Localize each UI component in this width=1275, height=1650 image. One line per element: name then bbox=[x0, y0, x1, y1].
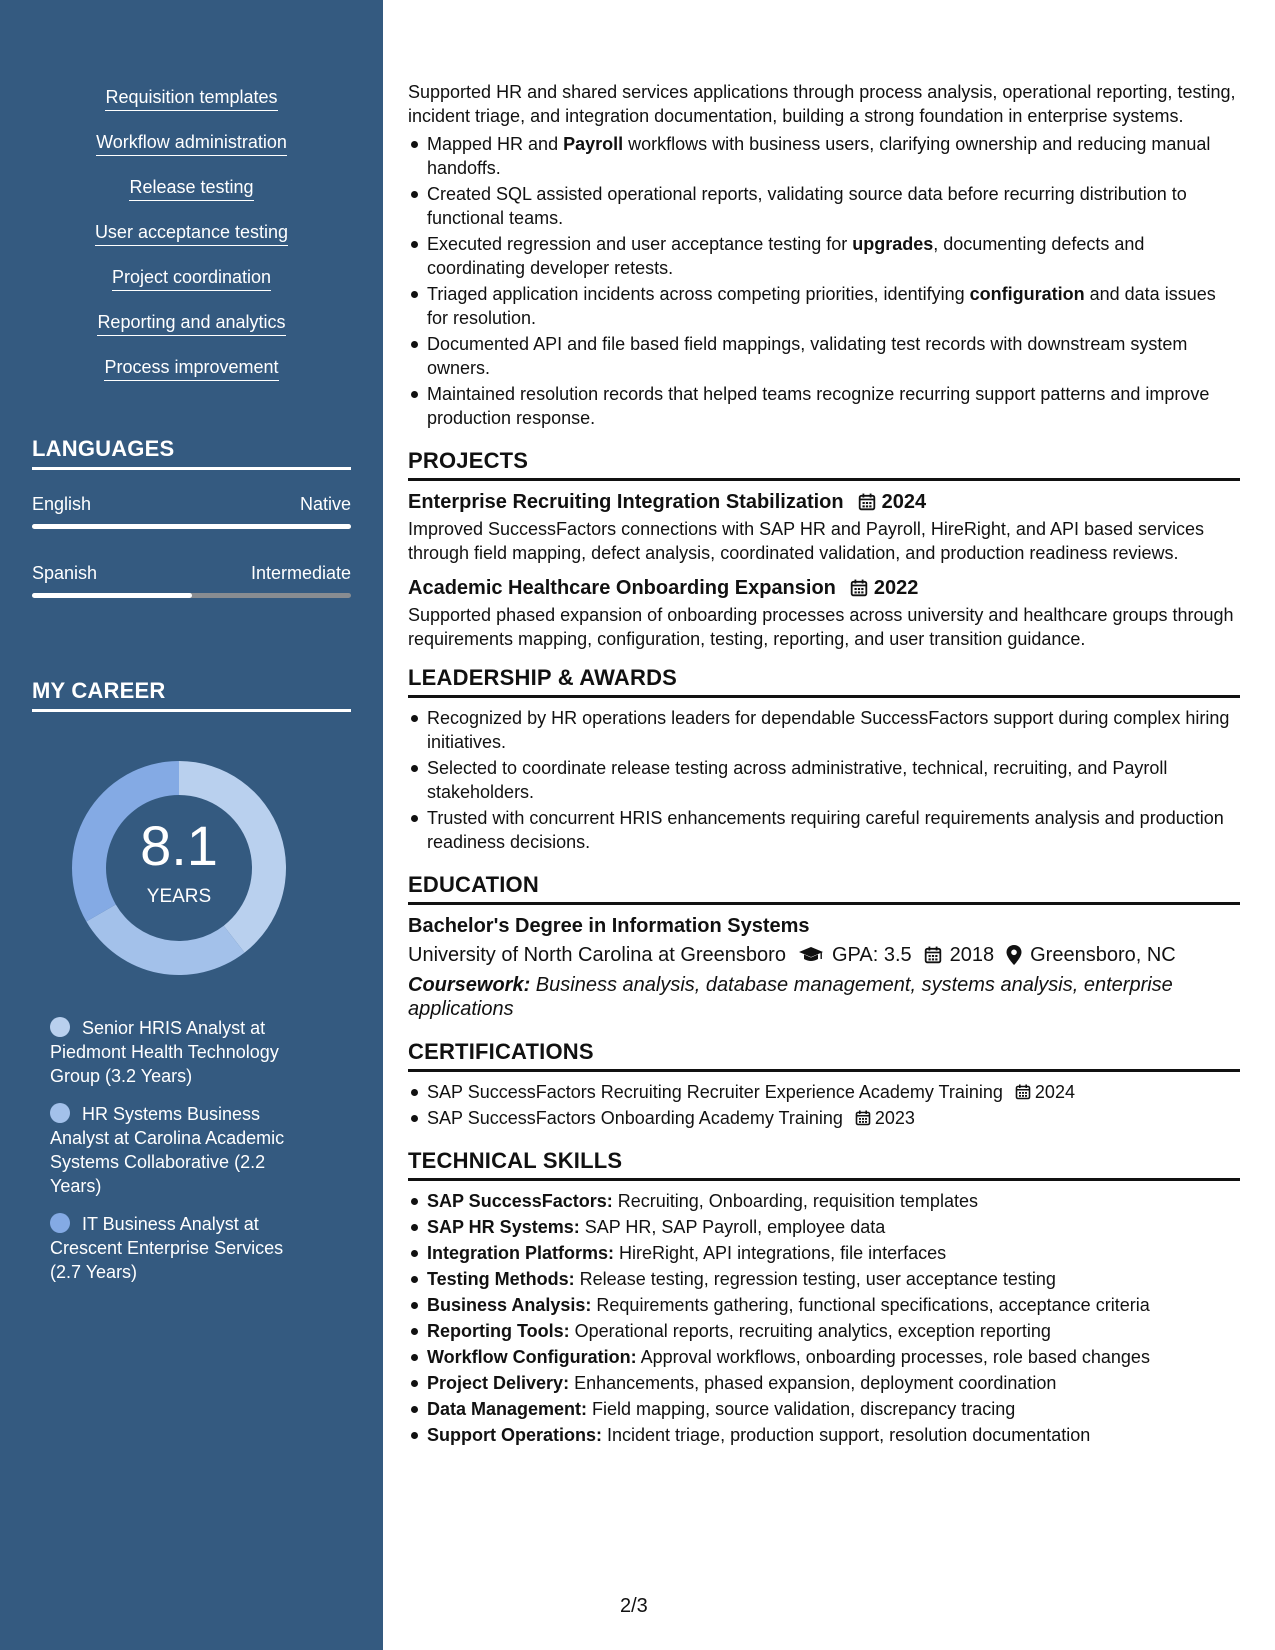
experience-bullets bbox=[408, 132, 1240, 430]
language-name: English bbox=[32, 494, 92, 514]
language-level: Native bbox=[299, 494, 351, 514]
degree: Bachelor's Degree in Information Systems bbox=[408, 915, 810, 937]
location-pin-icon bbox=[1006, 945, 1022, 965]
certifications-heading: CERTIFICATIONS bbox=[408, 1039, 1240, 1072]
leadership-bullet: Selected to coordinate release testing across administrative, technical, recruiting, and Payroll stakeholders. bbox=[408, 756, 1240, 804]
skill-item: Release testing bbox=[129, 176, 253, 201]
skill-item: Process improvement bbox=[104, 356, 278, 381]
language-bar-fill bbox=[32, 593, 192, 598]
experience-bullet: Created SQL assisted operational reports, validating source data before recurring distribution to functional teams. bbox=[408, 182, 1240, 230]
education-meta bbox=[408, 941, 1240, 969]
projects-heading: PROJECTS bbox=[408, 448, 1240, 481]
project-title: Enterprise Recruiting Integration Stabilization bbox=[408, 491, 844, 513]
language-level: Intermediate bbox=[250, 563, 351, 583]
leadership-section bbox=[408, 665, 1240, 854]
career-item bbox=[50, 1016, 310, 1088]
school-name: University of North Carolina at Greensboro bbox=[408, 944, 786, 966]
project-title-row bbox=[408, 575, 1240, 601]
graduation-year: 2018 bbox=[949, 944, 995, 966]
experience-bullet: Triaged application incidents across competing priorities, identifying configuration and data issues for resolution. bbox=[408, 282, 1240, 330]
projects-section bbox=[408, 448, 1240, 651]
certification-list bbox=[408, 1080, 1240, 1130]
language-name: Spanish bbox=[32, 563, 98, 583]
page-number: 2/3 bbox=[620, 1595, 648, 1617]
experience-intro: Supported HR and shared services applications through process analysis, operational reporting, testing, incident triage, and integration documentation, building a strong foundation in enterprise systems. bbox=[408, 82, 1236, 126]
career-list bbox=[50, 1016, 310, 1298]
languages-heading: LANGUAGES bbox=[32, 436, 351, 470]
calendar-icon bbox=[858, 493, 876, 511]
technical-skill-item: Business Analysis: Requirements gathering, functional specifications, acceptance criteria bbox=[408, 1293, 1240, 1317]
leadership-bullet: Recognized by HR operations leaders for dependable SuccessFactors support during complex hiring initiatives. bbox=[408, 706, 1240, 754]
technical-skill-item: SAP HR Systems: SAP HR, SAP Payroll, employee data bbox=[408, 1215, 1240, 1239]
career-label: IT Business Analyst at Crescent Enterprise Services (2.7 Years) bbox=[50, 1214, 284, 1282]
technical-skills-section bbox=[408, 1148, 1240, 1447]
career-label: HR Systems Business Analyst at Carolina Academic Systems Collaborative (2.2 Years) bbox=[50, 1104, 285, 1196]
career-donut-chart bbox=[66, 755, 292, 981]
experience-bullet: Maintained resolution records that helped teams recognize recurring support patterns and improve production response. bbox=[408, 382, 1240, 430]
skill-list bbox=[0, 86, 383, 401]
leadership-bullet: Trusted with concurrent HRIS enhancements requiring careful requirements analysis and production readiness decisions. bbox=[408, 806, 1240, 854]
career-heading: MY CAREER bbox=[32, 678, 351, 712]
education-heading: EDUCATION bbox=[408, 872, 1240, 905]
technical-skills-list bbox=[408, 1189, 1240, 1447]
experience-bullet: Executed regression and user acceptance testing for upgrades, documenting defects and coordinating developer retests. bbox=[408, 232, 1240, 280]
calendar-icon bbox=[924, 946, 942, 964]
project-description: Supported phased expansion of onboarding processes across university and healthcare groups through requirements mapping, configuration, testing, reporting, and user transition guidance. bbox=[408, 605, 1234, 649]
coursework: Coursework: Business analysis, database management, systems analysis, enterprise applications bbox=[408, 974, 1173, 1020]
certification-item: SAP SuccessFactors Recruiting Recruiter Experience Academy Training 2024 bbox=[408, 1080, 1240, 1104]
calendar-icon bbox=[855, 1110, 871, 1126]
certifications-section bbox=[408, 1039, 1240, 1130]
project-year: 2024 bbox=[881, 491, 927, 513]
career-label: Senior HRIS Analyst at Piedmont Health Technology Group (3.2 Years) bbox=[50, 1018, 279, 1086]
technical-skills-heading: TECHNICAL SKILLS bbox=[408, 1148, 1240, 1181]
career-item bbox=[50, 1102, 310, 1198]
career-dot bbox=[50, 1213, 70, 1233]
technical-skill-item: SAP SuccessFactors: Recruiting, Onboarding, requisition templates bbox=[408, 1189, 1240, 1213]
leadership-bullets bbox=[408, 706, 1240, 854]
calendar-icon bbox=[1015, 1084, 1031, 1100]
school-location: Greensboro, NC bbox=[1030, 944, 1176, 966]
technical-skill-item: Support Operations: Incident triage, production support, resolution documentation bbox=[408, 1423, 1240, 1447]
leadership-heading: LEADERSHIP & AWARDS bbox=[408, 665, 1240, 698]
main-content bbox=[408, 80, 1240, 1449]
language-bar bbox=[32, 593, 351, 598]
career-unit: YEARS bbox=[146, 886, 212, 907]
project-title: Academic Healthcare Onboarding Expansion bbox=[408, 577, 836, 599]
language-bar-fill bbox=[32, 524, 351, 529]
experience-bullet: Documented API and file based field mappings, validating test records with downstream system owners. bbox=[408, 332, 1240, 380]
graduation-cap-icon bbox=[798, 946, 824, 964]
technical-skill-item: Testing Methods: Release testing, regression testing, user acceptance testing bbox=[408, 1267, 1240, 1291]
skill-item: Requisition templates bbox=[105, 86, 277, 111]
experience-bullet: Mapped HR and Payroll workflows with business users, clarifying ownership and reducing manual handoffs. bbox=[408, 132, 1240, 180]
skill-item: User acceptance testing bbox=[95, 221, 288, 246]
gpa: GPA: 3.5 bbox=[831, 944, 912, 966]
career-total: 8.1 bbox=[140, 814, 218, 877]
donut-segment-1 bbox=[86, 905, 244, 976]
language-bar bbox=[32, 524, 351, 529]
project-description: Improved SuccessFactors connections with SAP HR and Payroll, HireRight, and API based services through field mapping, defect analysis, coordinated validation, and production readiness reviews. bbox=[408, 519, 1205, 563]
project-year: 2022 bbox=[873, 577, 919, 599]
technical-skill-item: Integration Platforms: HireRight, API integrations, file interfaces bbox=[408, 1241, 1240, 1265]
calendar-icon bbox=[850, 579, 868, 597]
skill-item: Reporting and analytics bbox=[97, 311, 285, 336]
certification-item: SAP SuccessFactors Onboarding Academy Training 2023 bbox=[408, 1106, 1240, 1130]
career-dot bbox=[50, 1017, 70, 1037]
skill-item: Workflow administration bbox=[96, 131, 287, 156]
career-dot bbox=[50, 1103, 70, 1123]
technical-skill-item: Reporting Tools: Operational reports, recruiting analytics, exception reporting bbox=[408, 1319, 1240, 1343]
project-title-row bbox=[408, 489, 1240, 515]
skill-item: Project coordination bbox=[112, 266, 271, 291]
technical-skill-item: Workflow Configuration: Approval workflows, onboarding processes, role based changes bbox=[408, 1345, 1240, 1369]
career-item bbox=[50, 1212, 310, 1284]
education-section bbox=[408, 872, 1240, 1021]
technical-skill-item: Data Management: Field mapping, source validation, discrepancy tracing bbox=[408, 1397, 1240, 1421]
sidebar bbox=[0, 0, 383, 1650]
technical-skill-item: Project Delivery: Enhancements, phased expansion, deployment coordination bbox=[408, 1371, 1240, 1395]
